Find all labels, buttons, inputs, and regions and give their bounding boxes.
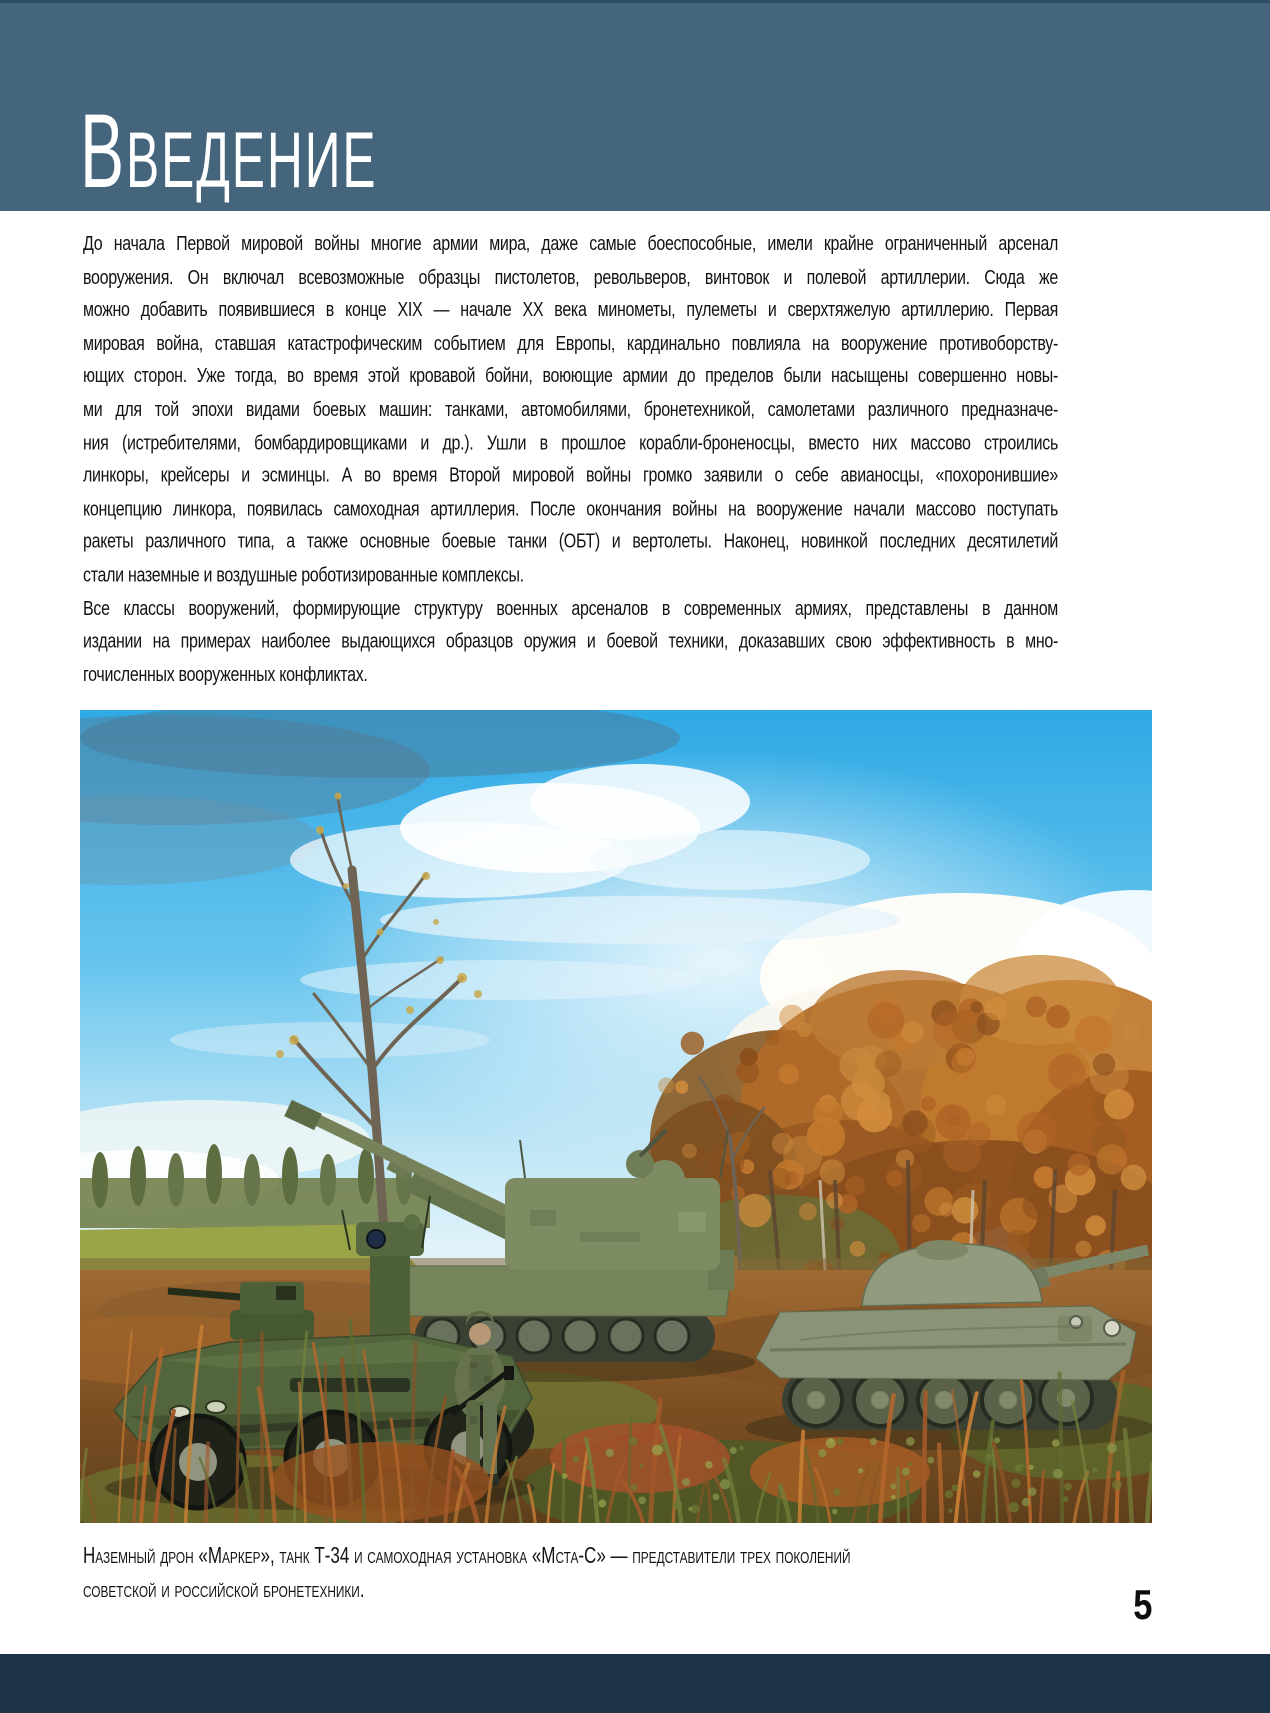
military-vehicles-photo xyxy=(80,710,1152,1523)
body-text-line: ющих сторон. Уже тогда, во время этой кровавой бойни, воюющие армии до пределов были насыщены совершенно новы- xyxy=(83,366,1058,388)
body-text-line: ракеты различного типа, а также основные боевые танки (ОБТ) и вертолеты. Наконец, новинкой последних десятилетий xyxy=(83,531,1058,554)
body-text-line: мировая война, ставшая катастрофическим событием для Европы, кардинально повлияла на вооружение противоборству- xyxy=(83,333,1058,355)
body-text-line: издании на примерах наиболее выдающихся образцов оружия и боевой техники, доказавших свою эффективность в мно- xyxy=(83,631,1058,653)
chapter-title-wrap xyxy=(80,93,378,212)
bottom-footer-band xyxy=(0,1654,1270,1713)
body-text-line: ния (истребителями, бомбардировщиками и др.). Ушли в прошлое корабли-броненосцы, вместо них массово строились xyxy=(83,432,1058,454)
body-text-line: можно добавить появившиеся в конце XIX — начале XX века минометы, пулеметы и сверхтяжелую артиллерию. Первая xyxy=(83,300,1058,322)
body-text-line: вооружения. Он включал всевозможные образцы пистолетов, револьверов, винтовок и полевой артиллерии. Сюда же xyxy=(83,267,1058,289)
intro-photo-figure xyxy=(80,710,1152,1523)
body-text-line: Все классы вооружений, формирующие структуру военных арсеналов в современных армиях, представлены в данном xyxy=(83,598,1058,620)
figure-caption xyxy=(83,1538,850,1606)
body-text-line: линкоры, крейсеры и эсминцы. А во время Второй мировой войны громко заявили о себе авианосцы, «похоронившие» xyxy=(83,465,1058,487)
figure-caption-line: советской и российской бронетехники. xyxy=(83,1576,365,1602)
body-text-line: ми для той эпохи видами боевых машин: танками, автомобилями, бронетехникой, самолетами различного предназначе- xyxy=(83,399,1058,421)
figure-caption-line: Наземный дрон «Маркер», танк Т-34 и самоходная установка «Мста-С» — представители трех поколений xyxy=(83,1542,851,1568)
intro-body-text xyxy=(83,229,1058,693)
body-text-line: стали наземные и воздушные роботизированные комплексы. xyxy=(83,565,524,587)
chapter-header-band xyxy=(0,3,1270,211)
body-text-line: До начала Первой мировой войны многие армии мира, даже самые боеспособные, имели крайне ограниченный арсенал xyxy=(83,233,1058,256)
body-text-line: гочисленных вооруженных конфликтах. xyxy=(83,664,368,686)
body-text-line: концепцию линкора, появилась самоходная артиллерия. После окончания войны на вооружение начали массово поступать xyxy=(83,498,1058,521)
page-number: 5 xyxy=(1132,1581,1152,1628)
page-title: ВВЕДЕНИЕ xyxy=(80,93,378,210)
